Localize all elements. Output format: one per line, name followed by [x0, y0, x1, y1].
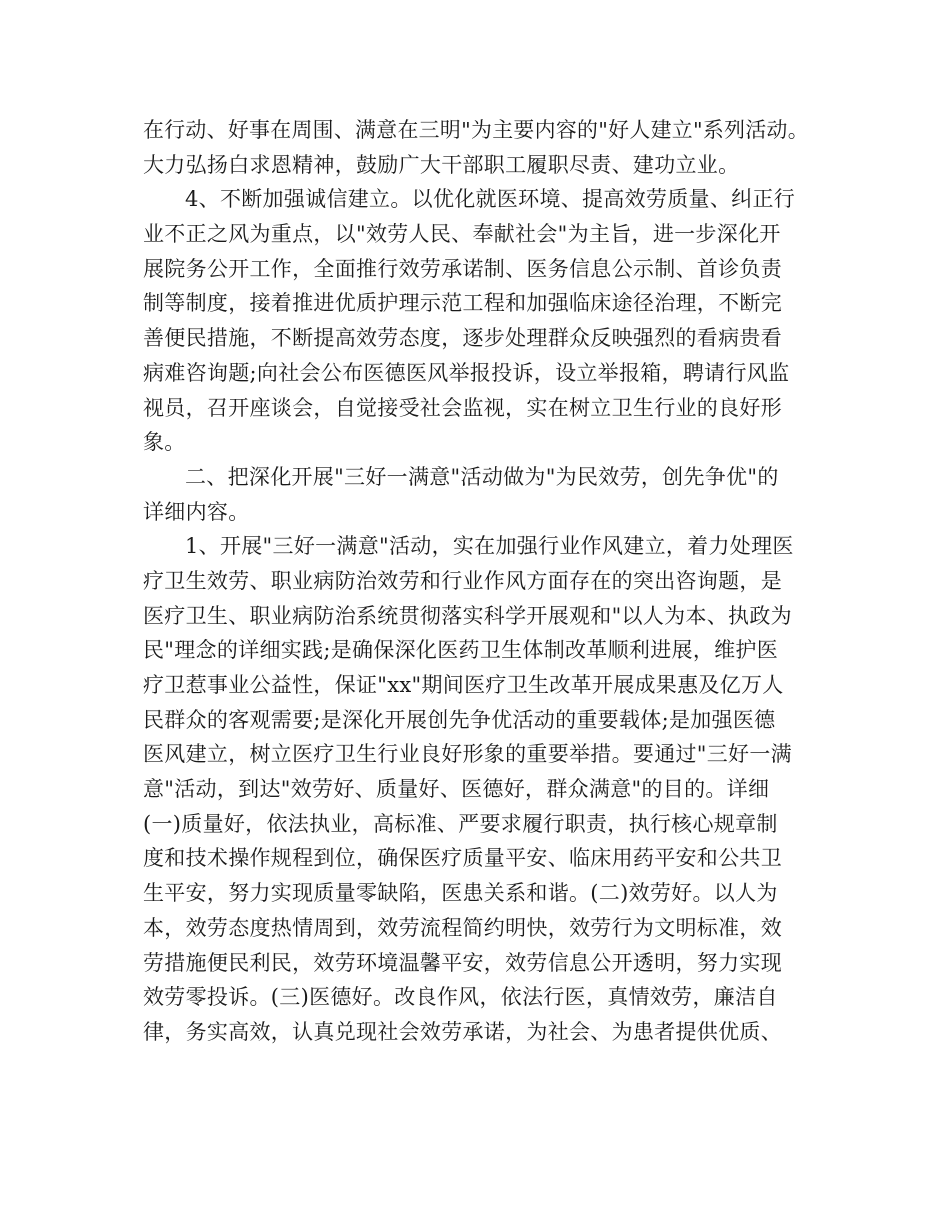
text-line: 疗卫惹事业公益性，保证"xx"期间医疗卫生改革开展成果惠及亿万人 — [143, 673, 784, 697]
text-line: 疗卫生效劳、职业病防治效劳和行业作风方面存在的突出咨询题，是 — [143, 568, 782, 593]
text-line: 民"理念的详细实践;是确保深化医药卫生体制改革顺利进展，维护医 — [143, 638, 779, 663]
text-line: 医疗卫生、职业病防治系统贯彻落实科学开展观和"以人为本、执政为 — [143, 603, 792, 628]
text-line: 大力弘扬白求恩精神，鼓励广大干部职工履职尽责、建功立业。 — [143, 152, 740, 177]
text-line: 业不正之风为重点，以"效劳人民、奉献社会"为主旨，进一步深化开 — [143, 222, 781, 247]
text-line: 象。 — [143, 430, 186, 455]
text-line: 意"活动，到达"效劳好、质量好、医德好，群众满意"的目的。详细 — [143, 777, 770, 802]
text-line: 4、不断加强诚信建立。以优化就医环境、提高效劳质量、纠正行 — [185, 187, 796, 212]
text-line: 视员，召开座谈会，自觉接受社会监视，实在树立卫生行业的良好形 — [143, 395, 782, 420]
text-line: 制等制度，接着推进优质护理示范工程和加强临床途径治理，不断完 — [143, 291, 782, 316]
text-line: 医风建立，树立医疗卫生行业良好形象的重要举措。要通过"三好一满 — [143, 742, 792, 767]
text-line: 劳措施便民利民，效劳环境温馨平安，效劳信息公开透明，努力实现 — [143, 950, 782, 975]
text-line: 二、把深化开展"三好一满意"活动做为"为民效劳，创先争优"的 — [185, 464, 779, 489]
text-line: 善便民措施，不断提高效劳态度，逐步处理群众反映强烈的看病贵看 — [143, 326, 782, 351]
text-line: 1、开展"三好一满意"活动，实在加强行业作风建立，着力处理医 — [185, 534, 794, 559]
text-line: 民群众的客观需要;是深化开展创先争优活动的重要载体;是加强医德 — [143, 707, 776, 732]
text-line: (一)质量好，依法执业，高标准、严要求履行职责，执行核心规章制 — [143, 811, 778, 836]
text-line: 度和技术操作规程到位，确保医疗质量平安、临床用药平安和公共卫 — [143, 846, 782, 871]
text-line: 律，务实高效，认真兑现社会效劳承诺，为社会、为患者提供优质、 — [143, 1019, 782, 1044]
text-line: 在行动、好事在周围、满意在三明"为主要内容的"好人建立"系列活动。 — [143, 118, 809, 142]
text-line: 详细内容。 — [143, 499, 250, 524]
text-line: 效劳零投诉。(三)医德好。改良作风，依法行医，真情效劳，廉洁自 — [143, 985, 778, 1010]
text-line: 展院务公开工作，全面推行效劳承诺制、医务信息公示制、首诊负责 — [143, 256, 782, 281]
text-line: 本，效劳态度热情周到，效劳流程简约明快，效劳行为文明标准，效 — [143, 915, 782, 940]
text-line: 病难咨询题;向社会公布医德医风举报投诉，设立举报箱，聘请行风监 — [143, 360, 790, 385]
document-body — [143, 113, 809, 1050]
text-line: 生平安，努力实现质量零缺陷，医患关系和谐。(二)效劳好。以人为 — [143, 881, 778, 906]
